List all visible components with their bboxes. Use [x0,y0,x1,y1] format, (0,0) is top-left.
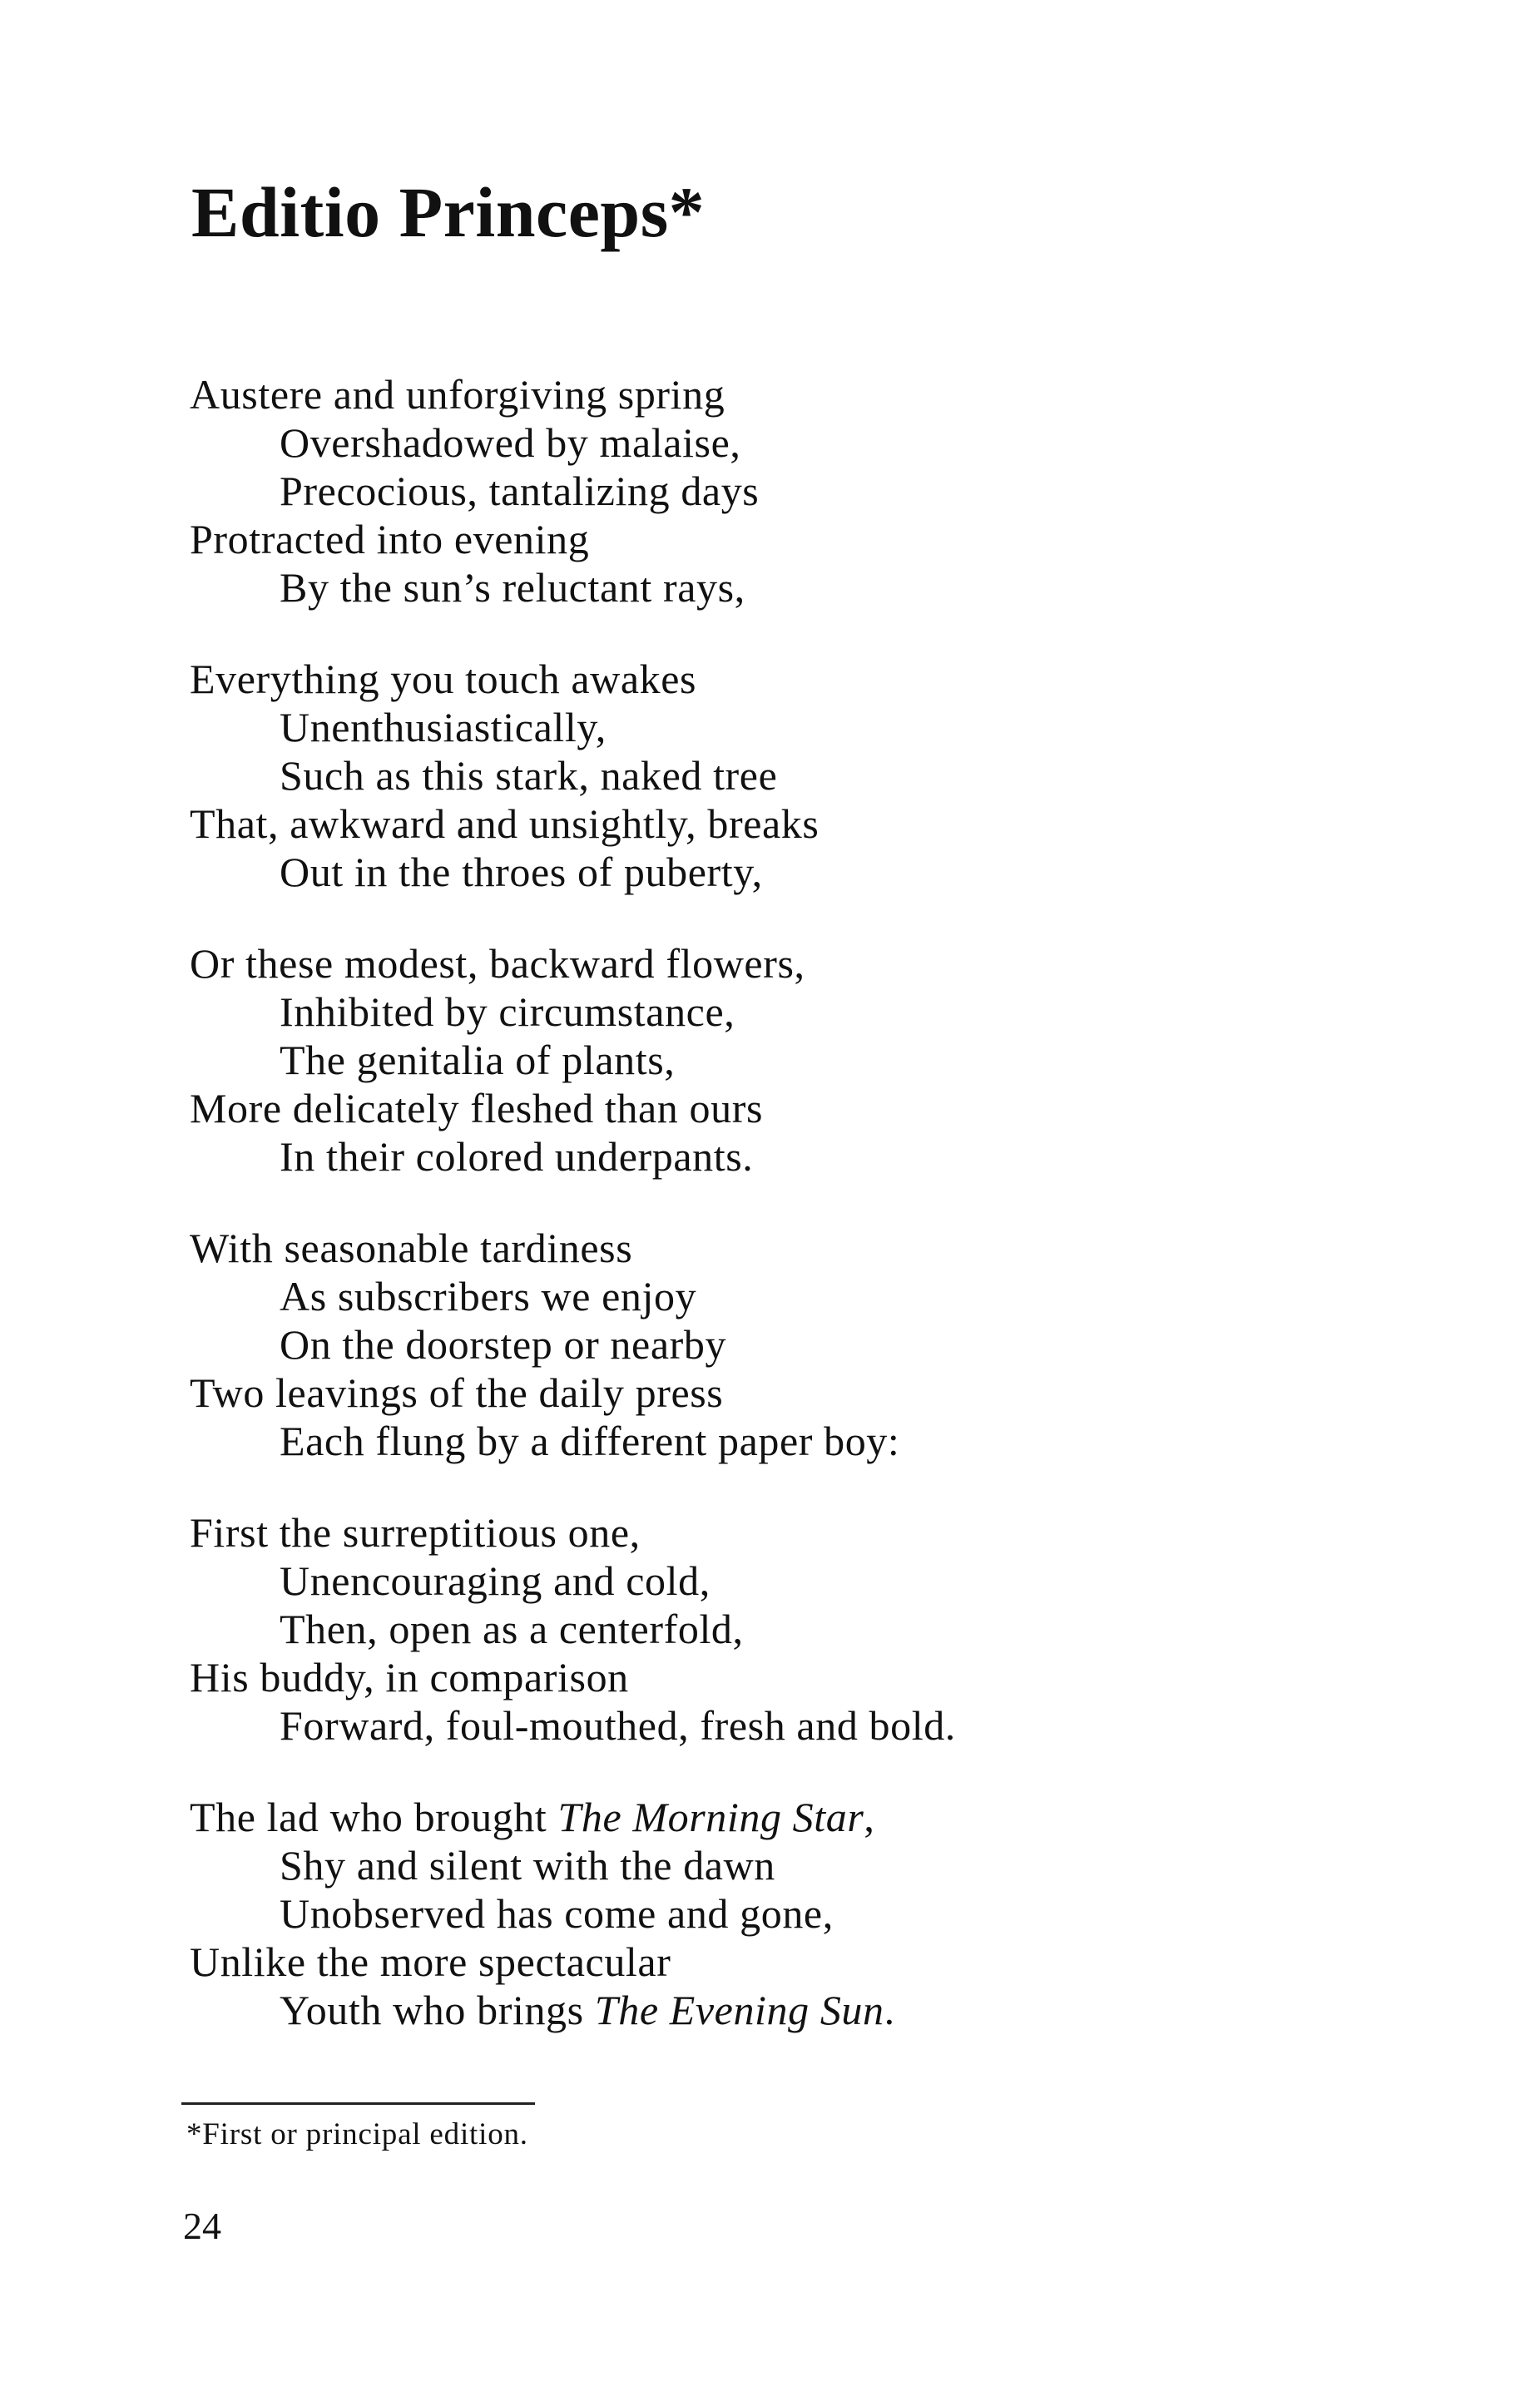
poem-line: Unencouraging and cold, [280,1557,711,1604]
poem-line [190,1793,1438,1841]
stanza [190,370,1438,611]
footnote-divider [181,2102,535,2105]
poem-line: Overshadowed by malaise, [280,419,741,466]
poem-line: More delicately fleshed than ours [190,1085,764,1131]
poem-line: Then, open as a centerfold, [280,1606,744,1652]
poem-line: Or these modest, backward flowers, [190,940,805,987]
footnote: *First or principal edition. [186,2117,528,2151]
stanza [190,1508,1438,1750]
poem-line: Two leavings of the daily press [190,1369,724,1416]
stanza [190,939,1438,1181]
poem-title: Editio Princeps* [191,172,706,252]
poem-line: Each flung by a different paper boy: [280,1418,900,1464]
stanza [190,1224,1438,1465]
poem-line: Protracted into evening [190,516,590,562]
poem-line: That, awkward and unsightly, breaks [190,800,820,847]
poem-line: In their colored underpants. [280,1133,754,1180]
poem-line: The genitalia of plants, [280,1037,676,1083]
poem-line [190,1986,1438,2034]
line-text: The lad who brought [190,1794,558,1840]
poem-line: Precocious, tantalizing days [280,468,760,514]
newspaper-title: The Morning Star [557,1794,864,1840]
line-punctuation: , [864,1794,875,1840]
stanza [190,655,1438,896]
poem-line: On the doorstep or nearby [280,1321,727,1368]
stanza [190,1793,1438,2034]
poem-line: His buddy, in comparison [190,1654,629,1701]
poem-line: Unenthusiastically, [280,704,607,750]
poem-line: Inhibited by circumstance, [280,988,735,1035]
poem-line: Austere and unforgiving spring [190,371,725,418]
line-punctuation: . [884,1987,895,2033]
poem-line: First the surreptitious one, [190,1509,641,1556]
newspaper-title: The Evening Sun [594,1987,884,2033]
poem-line: Unobserved has come and gone, [280,1890,834,1937]
line-text: Youth who brings [280,1987,595,2033]
poem-body [190,370,1438,2077]
poem-line: Forward, foul-mouthed, fresh and bold. [280,1702,956,1749]
poem-line: Such as this stark, naked tree [280,752,778,799]
poem-line: By the sun’s reluctant rays, [280,564,745,611]
poem-line: Unlike the more spectacular [190,1938,671,1985]
poem-line: Shy and silent with the dawn [280,1842,775,1889]
poem-line: With seasonable tardiness [190,1225,633,1271]
poem-line: Everything you touch awakes [190,656,697,702]
poem-line: As subscribers we enjoy [280,1273,697,1319]
page-number: 24 [183,2205,221,2247]
poem-line: Out in the throes of puberty, [280,849,763,895]
